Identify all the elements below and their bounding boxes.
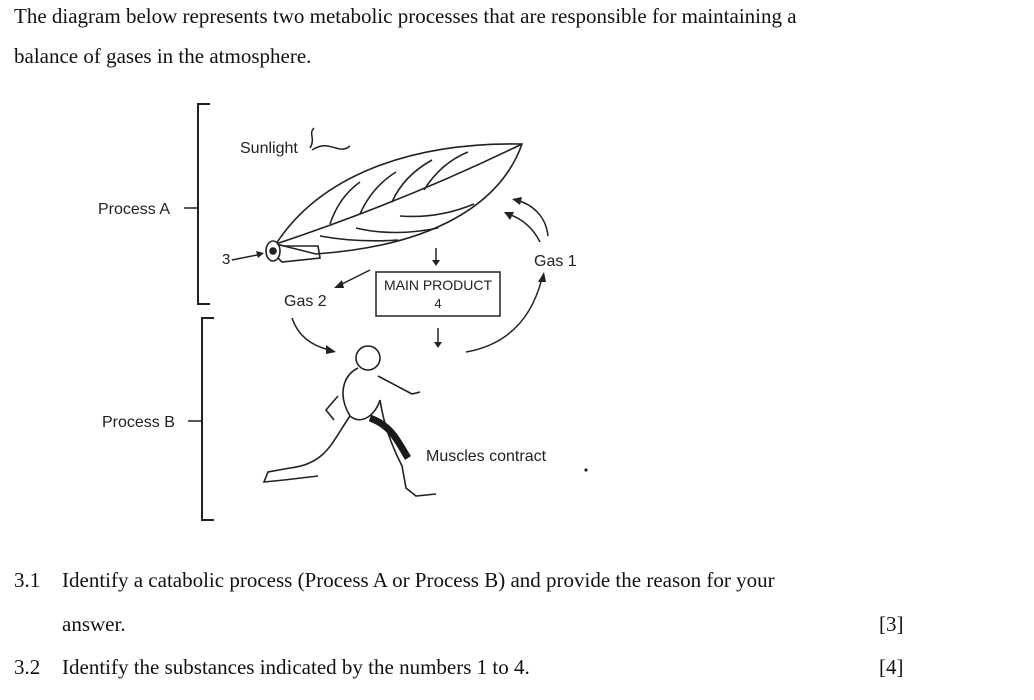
gas-2-arrowhead-out (334, 280, 344, 288)
sunlight-label: Sunlight (240, 140, 298, 157)
metabolism-diagram (80, 96, 600, 526)
gas-1-arrow-lower (508, 214, 540, 242)
question-marks: [4] (879, 655, 904, 679)
question-number: 3.1 (14, 568, 41, 592)
main-product-label: MAIN PRODUCT (383, 277, 493, 293)
intro-line-1: The diagram below represents two metabolic processes that are responsible for maintaining a (14, 4, 797, 28)
question-marks: [3] (879, 612, 904, 636)
product-arrowhead-bottom (434, 342, 442, 348)
gas-2-curve-down (292, 318, 330, 350)
muscles-label: Muscles contract (426, 448, 547, 465)
question-text-continued: answer. (62, 612, 126, 636)
product-arrowhead-top (432, 260, 440, 266)
intro-paragraph (14, 0, 1014, 76)
leaf-icon (266, 144, 522, 262)
question-number: 3.2 (14, 655, 41, 679)
process-b-label: Process B (102, 414, 175, 431)
process-a-bracket (198, 104, 210, 304)
question-text: Identify the substances indicated by the numbers 1 to 4. (62, 655, 530, 679)
arrowhead-3 (256, 251, 264, 258)
process-b-bracket (202, 318, 214, 520)
sunlight-ray-icon (310, 128, 350, 150)
stray-dot (584, 468, 587, 471)
intro-line-2: balance of gases in the atmosphere. (14, 44, 312, 68)
gas-1-arrowhead-upper (512, 197, 522, 205)
gas-2-arrowhead-down (326, 345, 336, 354)
process-a-label: Process A (98, 201, 171, 218)
runner-icon (264, 346, 436, 496)
question-text: Identify a catabolic process (Process A or Process B) and provide the reason for your (62, 568, 775, 592)
gas-2-label: Gas 2 (284, 293, 327, 310)
label-3: 3 (222, 251, 231, 268)
label-4: 4 (434, 296, 442, 311)
gas-1-label: Gas 1 (534, 253, 577, 270)
gas-1-arrowhead-return (538, 272, 546, 282)
